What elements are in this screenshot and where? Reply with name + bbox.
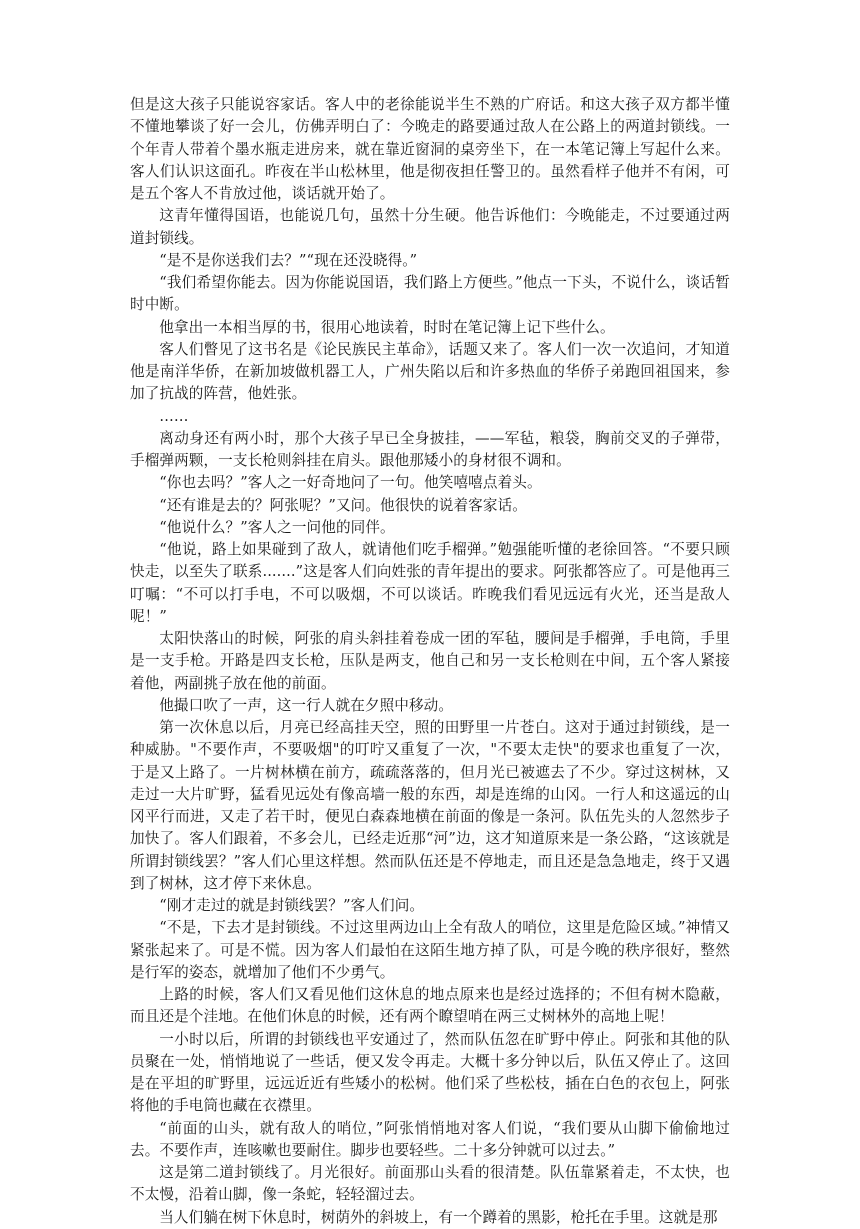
paragraph: 上路的时候，客人们又看见他们这休息的地点原来也是经过选择的；不但有树木隐蔽，而且还是个洼地。在他们休息的时候，还有两个瞭望哨在两三丈树林外的高地上呢！ (130, 986, 730, 1026)
paragraph: 当人们躺在树下休息时，树荫外的斜坡上，有一个蹲着的黑影，枪托在手里。这就是那 (159, 1208, 718, 1226)
paragraph: 离动身还有两小时，那个大孩子早已全身披挂，——军毡，粮袋，胸前交叉的子弹带，手榴弹两颗，一支长枪则斜挂在肩头。跟他那矮小的身材很不调和。 (130, 429, 730, 469)
paragraph: “前面的山头，就有敌人的哨位，”阿张悄悄地对客人们说，“我们要从山脚下偷偷地过去。不要作声，连咳嗽也要耐住。脚步也要轻些。二十多分钟就可以过去。” (130, 1119, 730, 1159)
paragraph: “还有谁是去的？阿张呢？”又问。他很快的说着客家话。 (159, 496, 527, 514)
paragraph: “刚才走过的就是封锁线罢？”客人们问。 (159, 897, 425, 914)
paragraph: 他拿出一本相当厚的书，很用心地读着，时时在笔记簿上记下些什么。 (159, 318, 615, 336)
paragraph: “是不是你送我们去？”“现在还没晓得。” (159, 251, 418, 269)
paragraph: 客人们瞥见了这书名是《论民族民主革命》，话题又来了。客人们一次一次追问，才知道他是南洋华侨，在新加坡做机器工人，广州失陷以后和许多热血的华侨子弟跑回祖国来，参加了抗战的阵营，他姓张。 (130, 340, 730, 403)
ellipsis-separator: …… (159, 407, 189, 425)
paragraph: “他说，路上如果碰到了敌人，就请他们吃手榴弹。”勉强能听懂的老徐回答。“不要只顾快走，以至失了联系.......”这是客人们向姓张的青年提出的要求。阿张都答应了。可是他再三叮嘱：“不可以打手电，不可以吸烟，不可以谈话。昨晚我们看见远远有火光，还当是敌人呢！” (130, 541, 730, 625)
paragraph: “你也去吗？”客人之一好奇地问了一句。他笑嘻嘻点着头。 (159, 474, 542, 492)
paragraph: 这是第二道封锁线了。月光很好。前面那山头看的很清楚。队伍靠紧着走，不太快，也不太慢，沿着山脚，像一条蛇，轻轻溜过去。 (130, 1164, 730, 1204)
paragraph: 但是这大孩子只能说容家话。客人中的老徐能说半生不熟的广府话。和这大孩子双方都半懂不懂地攀谈了好一会儿，仿佛弄明白了：今晚走的路要通过敌人在公路上的两道封锁线。一个年青人带着个墨水瓶走进房来，就在靠近窗洞的桌旁坐下，在一本笔记簿上写起什么来。客人们认识这面孔。昨夜在半山松林里，他是彻夜担任警卫的。虽然看样子他并不有闲，可是五个客人不肯放过他，谈话就开始了。 (130, 96, 730, 202)
paragraph: 这青年懂得国语，也能说几句，虽然十分生硬。他告诉他们：今晚能走，不过要通过两道封锁线。 (130, 207, 730, 247)
paragraph: 第一次休息以后，月亮已经高挂天空，照的田野里一片苍白。这对于通过封锁线，是一种威胁。"不要作声，不要吸烟"的叮咛又重复了一次，"不要太走快"的要求也重复了一次，于是又上路了。一片树林横在前方，疏疏落落的，但月光已被遮去了不少。穿过这树林，又走过一大片旷野，猛看见远处有像高墙一般的东西，却是连绵的山冈。一行人和这遥远的山冈平行而进，又走了若干时，便见白森森地横在前面的像是一条河。队伍先头的人忽然步子加快了。客人们跟着，不多会儿，已经走近那“河”边，这才知道原来是一条公路，“这该就是所谓封锁线罢？”客人们心里这样想。然而队伍还是不停地走，而且还是急急地走，终于又遇到了树林，这才停下来休息。 (130, 719, 730, 892)
paragraph: 一小时以后，所谓的封锁线也平安通过了，然而队伍忽在旷野中停止。阿张和其他的队员聚在一处，悄悄地说了一些话，便又发令再走。大概十多分钟以后，队伍又停止了。这回是在平坦的旷野里，远远近近有些矮小的松树。他们采了些松枝，插在白色的衣包上，阿张将他的手电筒也藏在衣襟里。 (130, 1030, 730, 1115)
body-text (130, 94, 730, 1229)
paragraph: 太阳快落山的时候，阿张的肩头斜挂着卷成一团的军毡，腰间是手榴弹，手电筒，手里是一支手枪。开路是四支长枪，压队是两支，他自己和另一支长枪则在中间，五个客人紧接着他，两副挑子放在他的前面。 (130, 630, 730, 692)
paragraph: “他说什么？”客人之一问他的同伴。 (159, 518, 395, 536)
paragraph: “不是，下去才是封锁线。不过这里两边山上全有敌人的哨位，这里是危险区域。”神情又紧张起来了。可是不慌。因为客人们最怕在这陌生地方掉了队，可是今晚的秩序很好，整然是行军的姿态，就增加了他们不少勇气。 (130, 919, 730, 981)
paragraph: “我们希望你能去。因为你能说国语，我们路上方便些。”他点一下头，不说什么，谈话暂时中断。 (130, 274, 730, 314)
paragraph: 他撮口吹了一声，这一行人就在夕照中移动。 (159, 696, 454, 714)
